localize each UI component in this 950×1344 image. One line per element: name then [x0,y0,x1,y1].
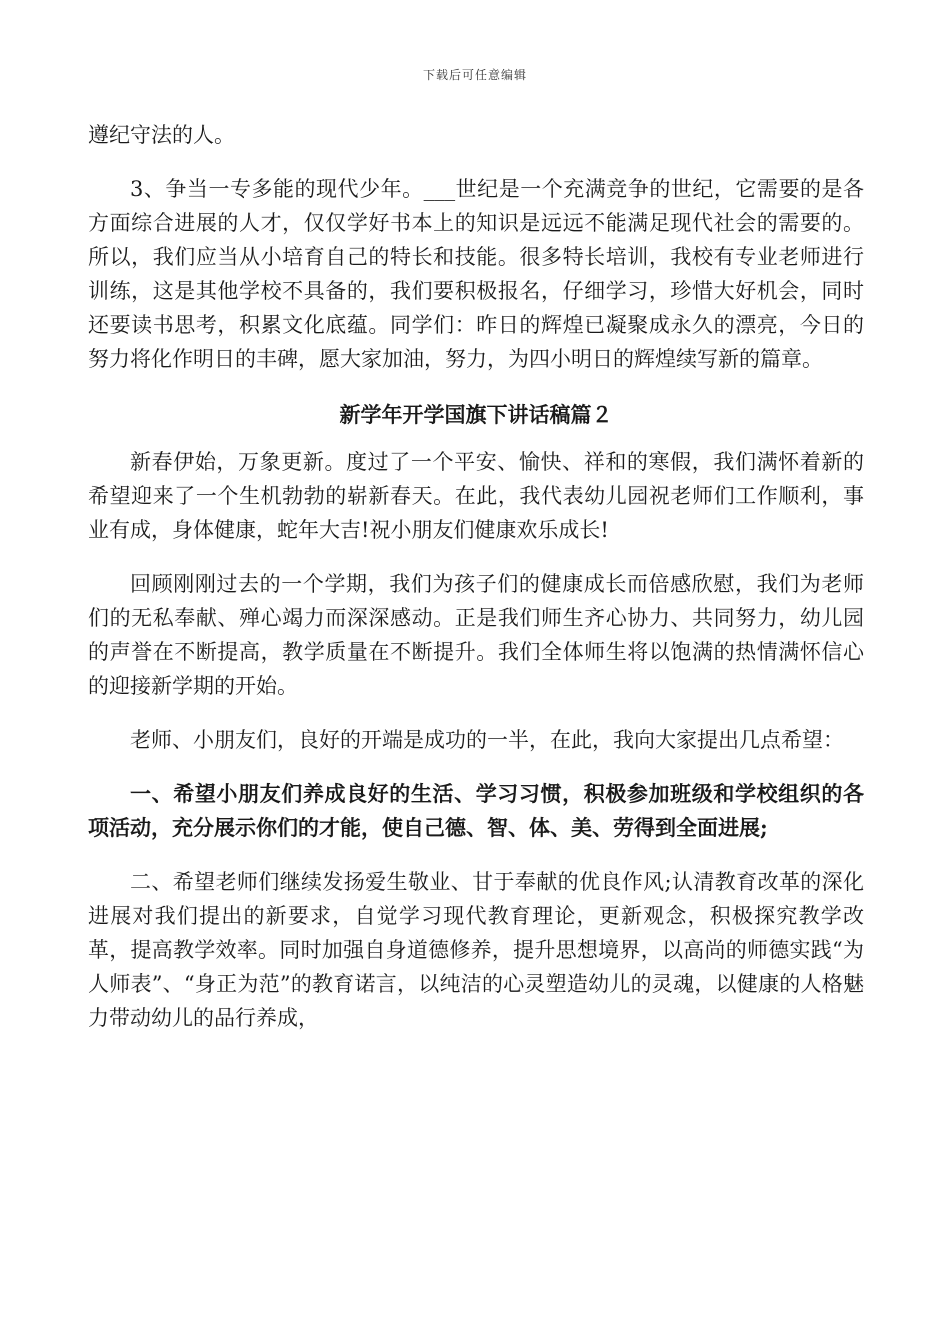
paragraph-hope-1: 一、希望小朋友们养成良好的生活、学习习惯，积极参加班级和学校组织的各项活动，充分展示你们的才能，使自己德、智、体、美、劳得到全面进展; [88,781,864,840]
paragraph-hopes-intro: 老师、小朋友们，良好的开端是成功的一半，在此，我向大家提出几点希望： [130,728,844,752]
paragraph-point-3: 3、争当一专多能的现代少年。___世纪是一个充满竞争的世纪，它需要的是各方面综合进展的人才，仅仅学好书本上的知识是远远不能满足现代社会的需要的。所以，我们应当从小培育自己的特长和技能。很多特长培训，我校有专业老师进行训练，这是其他学校不具备的，我们要积极报名，仔细学习，珍惜大好机会，同时还要读书思考，积累文化底蕴。同学们：昨日的辉煌已凝聚成永久的漂亮，今日的努力将化作明日的丰碑，愿大家加油，努力，为四小明日的辉煌续写新的篇章。 [88,177,864,371]
document-body [88,118,864,1035]
section-title: 新学年开学国旗下讲话稿篇２ [339,402,613,427]
paragraph-new-year: 新春伊始，万象更新。度过了一个平安、愉快、祥和的寒假，我们满怀着新的希望迎来了一个生机勃勃的崭新春天。在此，我代表幼儿园祝老师们工作顺利，事业有成，身体健康，蛇年大吉!祝小朋友们健康欢乐成长! [88,450,864,542]
paragraph-review: 回顾刚刚过去的一个学期，我们为孩子们的健康成长而倍感欣慰，我们为老师们的无私奉献、殚心竭力而深深感动。正是我们师生齐心协力、共同努力，幼儿园的声誉在不断提高，教学质量在不断提升。我们全体师生将以饱满的热情满怀信心的迎接新学期的开始。 [88,572,864,698]
paragraph-continuation: 遵纪守法的人。 [88,123,235,147]
header-note: 下载后可任意编辑 [422,68,527,82]
paragraph-hope-2: 二、希望老师们继续发扬爱生敬业、甘于奉献的优良作风;认清教育改革的深化进展对我们提出的新要求，自觉学习现代教育理论，更新观念，积极探究教学改革，提高教学效率。同时加强自身道德修养，提升思想境界，以高尚的师德实践“为人师表”、“身正为范”的教育诺言，以纯洁的心灵塑造幼儿的灵魂，以健康的人格魅力带动幼儿的品行养成， [88,870,864,1030]
